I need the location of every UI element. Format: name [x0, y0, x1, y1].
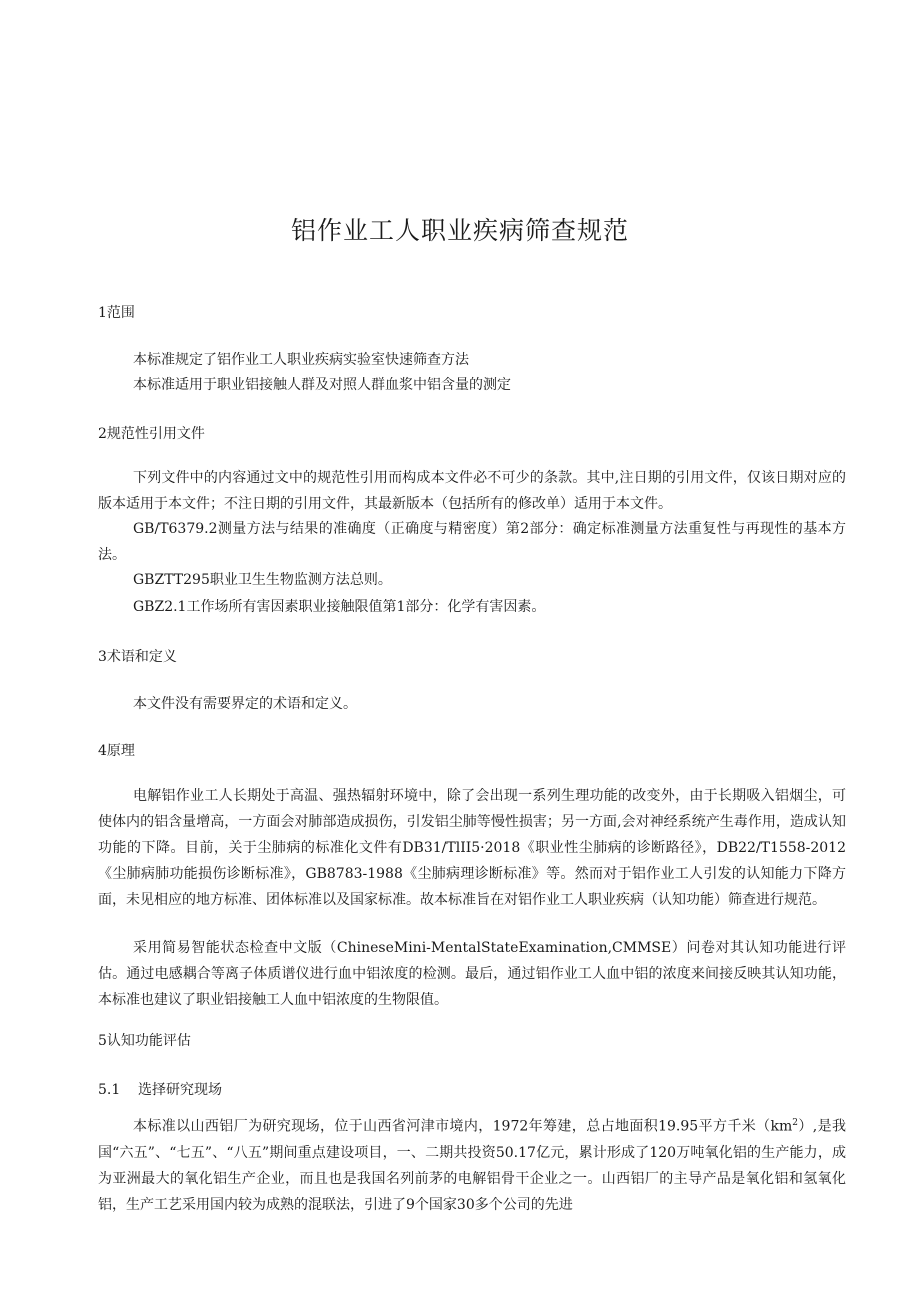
section-4-paragraph-2: 采用简易智能状态检查中文版（ChineseMini-MentalStateExamination,CMMSE）问卷对其认知功能进行评估。通过电感耦合等离子体质谱仪进行血中铝浓度的检测。最后，通过铝作业工人血中铝的浓度来间接反映其认知功能，本标准也建议了职业铝接触工人血中铝浓度的生物限值。 — [98, 940, 846, 1008]
section-1-line-2: 本标准适用于职业铝接触人群及对照人群血浆中铝含量的测定 — [133, 377, 511, 393]
section-4-heading: 4原理 — [98, 743, 135, 759]
section-4-paragraph-1: 电解铝作业工人长期处于高温、强热辐射环境中，除了会出现一系列生理功能的改变外，由于长期吸入铝烟尘，可使体内的铝含量增高，一方面会对肺部造成损伤，引发铝尘肺等慢性损害；另一方面,会对神经系统产生毒作用，造成认知功能的下降。目前，关于尘肺病的标准化文件有DB31/TlII5·2018《职业性尘肺病的诊断路径》，DB22/T1558-2012《尘肺病肺功能损伤诊断标准》，GB8783-1988《尘肺病理诊断标准》等。然而对于铝作业工人引发的认知能力下降方面，未见相应的地方标准、团体标准以及国家标准。故本标准旨在对铝作业工人职业疾病（认知功能）筛查进行规范。 — [98, 788, 846, 908]
document-title: 铝作业工人职业疾病筛查规范 — [290, 216, 629, 245]
section-2-reference-4: GBZ2.1工作场所有害因素职业接触限值第1部分：化学有害因素。 — [133, 599, 546, 615]
superscript-2: 2 — [792, 1118, 799, 1128]
section-2-heading: 2规范性引用文件 — [98, 426, 205, 442]
section-3-heading: 3术语和定义 — [98, 649, 177, 665]
section-3-line-1: 本文件没有需要界定的术语和定义。 — [133, 696, 357, 712]
section-2-reference-3: GBZTT295职业卫生生物监测方法总则。 — [133, 572, 392, 588]
section-5-paragraph-1 — [98, 1110, 846, 1218]
section-5-heading: 5认知功能评估 — [98, 1033, 191, 1049]
paragraph-text-part-2: ）,是我国“六五”、“七五”、“八五”期间重点建设项目，一、二期共投资50.17亿元，累计形成了120万吨氧化铝的生产能力，成为亚洲最大的氧化铝生产企业，而且也是我国名列前茅的电解铝骨干企业之一。山西铝厂的主导产品是氧化铝和氢氧化铝，生产工艺采用国内较为成熟的混联法，引进了9个国家30多个公司的先进 — [98, 1118, 847, 1213]
paragraph-text-part-1: 本标准以山西铝厂为研究现场，位于山西省河津市境内，1972年筹建，总占地面积19.95平方千米（km — [133, 1118, 793, 1135]
section-1-heading: 1范围 — [98, 305, 135, 321]
section-2-paragraph-2: GB/T6379.2测量方法与结果的准确度（正确度与精密度）第2部分：确定标准测量方法重复性与再现性的基本方法。 — [98, 521, 846, 563]
subsection-number: 5.1 — [98, 1082, 121, 1098]
section-2-paragraph-1: 下列文件中的内容通过文中的规范性引用而构成本文件必不可少的条款。其中,注日期的引用文件，仅该日期对应的版本适用于本文件；不注日期的引用文件，其最新版本（包括所有的修改单）适用于本文件。 — [98, 470, 846, 512]
section-1-line-1: 本标准规定了铝作业工人职业疾病实验室快速筛查方法 — [133, 352, 469, 368]
subsection-title: 选择研究现场 — [138, 1082, 222, 1098]
subsection-5-1-heading — [98, 1080, 222, 1100]
